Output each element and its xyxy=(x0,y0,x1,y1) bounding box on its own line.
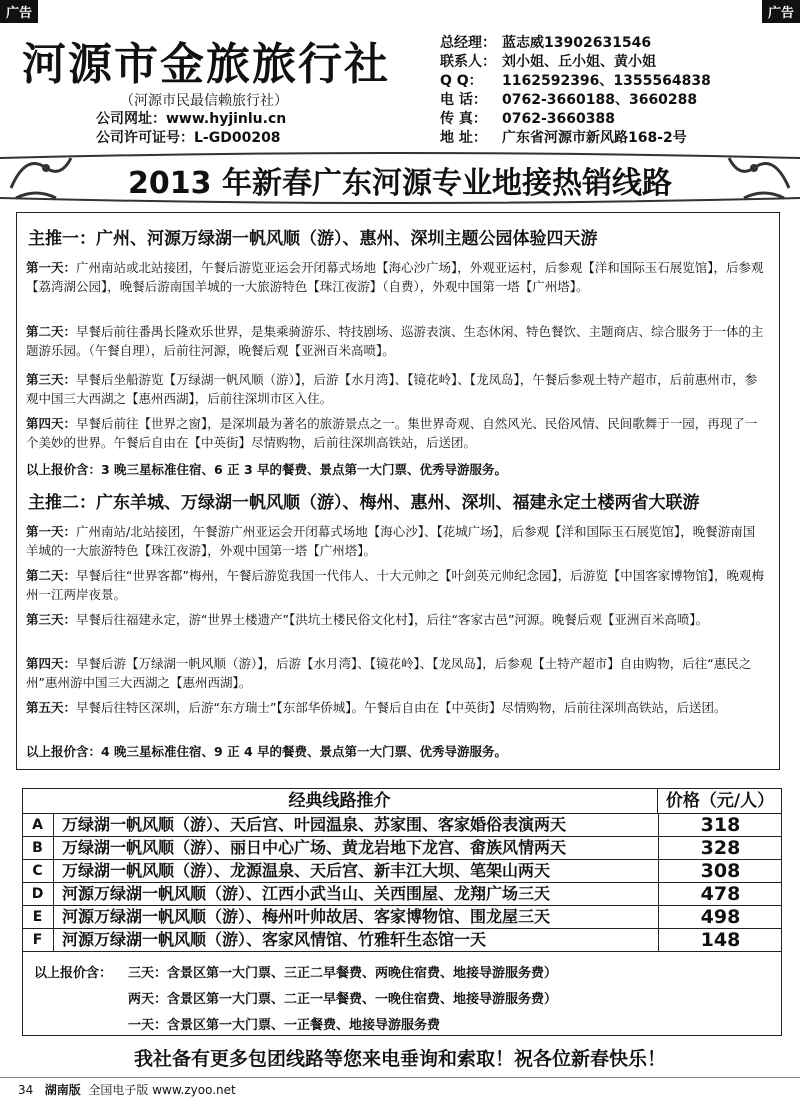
route-price: 308 xyxy=(658,860,782,882)
contact-label: 总经理： xyxy=(440,35,496,51)
contact-label: Q Q： xyxy=(440,73,483,89)
contact-row xyxy=(440,129,711,148)
day-text: 早餐后往福建永定，游“世界土楼遗产”【洪坑土楼民俗文化村】，后往“客家古邑”河源。晚餐后观【亚洲百米高喷】。 xyxy=(76,612,709,627)
page-number: 34 xyxy=(18,1083,34,1097)
route-code: B xyxy=(22,837,54,859)
route-1-day xyxy=(26,414,766,452)
day-text: 早餐后前往番禺长隆欢乐世界，是集乘骑游乐、特技剧场、巡游表演、生态休闲、特色餐饮、主题商店、综合服务于一体的主题游乐园。（午餐自理），后前往河源，晚餐后观【亚洲百米高喷】。 xyxy=(26,324,764,358)
fee-text: 含景区第一大门票、二正一早餐费、一晚住宿费、地接导游服务费） xyxy=(167,992,558,1007)
contact-row xyxy=(440,91,711,110)
table-row xyxy=(22,929,782,952)
route-1-day xyxy=(26,322,766,360)
route-1-includes: 以上报价含：3 晚三星标准住宿、6 正 3 早的餐费、景点第一大门票、优秀导游服务。 xyxy=(26,462,508,477)
route-price: 328 xyxy=(658,837,782,859)
agency-slogan: （河源市民最信赖旅行社） xyxy=(120,93,288,109)
route-2-title: 主推二：广东羊城、万绿湖一帆风顺（游）、梅州、惠州、深圳、福建永定土楼两省大联游 xyxy=(28,493,700,513)
route-2-day xyxy=(26,610,766,629)
route-code: A xyxy=(22,814,54,836)
route-2-day xyxy=(26,654,766,692)
day-label: 第五天： xyxy=(26,700,77,715)
route-2-includes: 以上报价含：4 晚三星标准住宿、9 正 4 早的餐费、景点第一大门票、优秀导游服务。 xyxy=(26,744,508,759)
route-price: 478 xyxy=(658,883,782,905)
contact-label: 地 址： xyxy=(440,130,487,146)
route-code: D xyxy=(22,883,54,905)
table-row xyxy=(22,860,782,883)
fee-text: 含景区第一大门票、一正餐费、地接导游服务费 xyxy=(167,1018,441,1033)
route-1-day xyxy=(26,370,766,408)
table-row xyxy=(22,883,782,906)
contact-value: 刘小姐、丘小姐、黄小姐 xyxy=(502,54,656,70)
contact-block xyxy=(440,34,711,148)
fee-text: 含景区第一大门票、三正二早餐费、两晚住宿费、地接导游服务费） xyxy=(167,966,558,981)
contact-row xyxy=(440,34,711,53)
route-desc: 万绿湖一帆风顺（游）、天后宫、叶园温泉、苏家围、客家婚俗表演两天 xyxy=(62,815,567,834)
contact-value: 蓝志威13902631546 xyxy=(502,35,652,51)
footer-divider xyxy=(0,1077,800,1078)
route-desc: 河源万绿湖一帆风顺（游）、梅州叶帅故居、客家博物馆、围龙屋三天 xyxy=(62,907,551,926)
route-desc: 河源万绿湖一帆风顺（游）、客家风情馆、竹雅轩生态馆一天 xyxy=(62,930,487,949)
fee-line xyxy=(128,988,557,1007)
day-text: 早餐后前往【世界之窗】，是深圳最为著名的旅游景点之一。集世界奇观、自然风光、民俗风情、民间歌舞于一园，再现了一个美妙的世界。午餐后自由在【中英街】尽情购物，后前往深圳高铁站，后送团。 xyxy=(26,416,758,450)
day-label: 第一天： xyxy=(26,524,77,539)
ad-tag-left: 广告 xyxy=(0,0,38,23)
agency-website: 公司网址：www.hyjinlu.cn xyxy=(96,111,287,127)
fee-label: 三天： xyxy=(128,966,168,981)
contact-label: 电 话： xyxy=(440,92,487,108)
table-row xyxy=(22,906,782,929)
fee-line xyxy=(128,962,557,981)
page-footer xyxy=(18,1081,236,1098)
fee-line xyxy=(128,1014,440,1033)
route-2-day xyxy=(26,522,766,560)
agency-name: 河源市金旅旅行社 xyxy=(22,39,390,90)
route-price: 498 xyxy=(658,906,782,928)
route-desc: 万绿湖一帆风顺（游）、龙源温泉、天后宫、新丰江大坝、笔架山两天 xyxy=(62,861,551,880)
day-text: 广州南站或北站接团，午餐后游览亚运会开闭幕式场地【海心沙广场】，外观亚运村，后参观【洋和国际玉石展览馆】，后参观【荔湾湖公园】，晚餐后游南国羊城的一大旅游特色【珠江夜游】（自费），外观中国第一塔【广州塔】。 xyxy=(26,260,764,294)
route-price: 148 xyxy=(658,929,782,951)
contact-value: 0762-3660188、3660288 xyxy=(502,92,698,108)
route-1-day xyxy=(26,258,766,296)
route-desc: 河源万绿湖一帆风顺（游）、江西小武当山、关西围屋、龙翔广场三天 xyxy=(62,884,551,903)
contact-row xyxy=(440,53,711,72)
day-label: 第三天： xyxy=(26,372,77,387)
table-header-routes: 经典线路推介 xyxy=(22,788,658,814)
day-text: 早餐后往特区深圳，后游“东方瑞士”【东部华侨城】。午餐后自由在【中英街】尽情购物，后前往深圳高铁站，后送团。 xyxy=(76,700,727,715)
day-text: 广州南站/北站接团，午餐游广州亚运会开闭幕式场地【海心沙】、【花城广场】，后参观【洋和国际玉石展览馆】，晚餐游南国羊城的一大旅游特色【珠江夜游】，外观中国第一塔【广州塔】。 xyxy=(26,524,756,558)
day-label: 第三天： xyxy=(26,612,77,627)
contact-value: 1162592396、1355564838 xyxy=(502,73,711,89)
route-1-title: 主推一：广州、河源万绿湖一帆风顺（游）、惠州、深圳主题公园体验四天游 xyxy=(28,229,598,249)
day-label: 第二天： xyxy=(26,324,77,339)
fee-label: 两天： xyxy=(128,992,168,1007)
ad-tag-right: 广告 xyxy=(762,0,800,23)
table-header-price: 价格（元/人） xyxy=(658,788,782,814)
agency-license: 公司许可证号：L-GD00208 xyxy=(96,130,281,146)
route-price: 318 xyxy=(658,814,782,836)
route-desc: 万绿湖一帆风顺（游）、丽日中心广场、黄龙岩地下龙宫、畲族风情两天 xyxy=(62,838,567,857)
day-label: 第四天： xyxy=(26,656,77,671)
route-2-day xyxy=(26,698,766,717)
agency-meta xyxy=(96,110,286,148)
table-row xyxy=(22,814,782,837)
table-row xyxy=(22,837,782,860)
contact-label: 传 真： xyxy=(440,111,487,127)
day-text: 早餐后坐船游览【万绿湖一帆风顺（游）】，后游【水月湾】、【镜花岭】、【龙凤岛】，午餐后参观土特产超市，后前惠州市，参观中国三大西湖之【惠州西湖】，后前往深圳市区入住。 xyxy=(26,372,758,406)
day-label: 第四天： xyxy=(26,416,77,431)
day-text: 早餐后游【万绿湖一帆风顺（游）】，后游【水月湾】、【镜花岭】、【龙凤岛】，后参观【土特产超市】自由购物，后往“惠民之州”惠州游中国三大西湖之【惠州西湖】。 xyxy=(26,656,752,690)
fee-label: 一天： xyxy=(128,1018,168,1033)
route-code: F xyxy=(22,929,54,951)
contact-row xyxy=(440,72,711,91)
day-text: 早餐后往“世界客都”梅州，午餐后游览我国一代伟人、十大元帅之【叶剑英元帅纪念园】，后游览【中国客家博物馆】，晚观梅州一江两岸夜景。 xyxy=(26,568,764,602)
contact-label: 联系人： xyxy=(440,54,496,70)
closing-message: 我社备有更多包团线路等您来电垂询和索取！祝各位新春快乐！ xyxy=(133,1048,666,1070)
fees-prefix: 以上报价含： xyxy=(34,966,113,981)
route-code: C xyxy=(22,860,54,882)
day-label: 第一天： xyxy=(26,260,77,275)
day-label: 第二天： xyxy=(26,568,77,583)
route-2-day xyxy=(26,566,766,604)
contact-value: 广东省河源市新风路168-2号 xyxy=(502,130,687,146)
route-code: E xyxy=(22,906,54,928)
page-headline: 2013 年新春广东河源专业地接热销线路 xyxy=(128,166,672,201)
site-label: 全国电子版 www.zyoo.net xyxy=(88,1083,236,1097)
edition-label: 湖南版 xyxy=(44,1083,81,1097)
contact-value: 0762-3660388 xyxy=(502,111,615,127)
contact-row xyxy=(440,110,711,129)
